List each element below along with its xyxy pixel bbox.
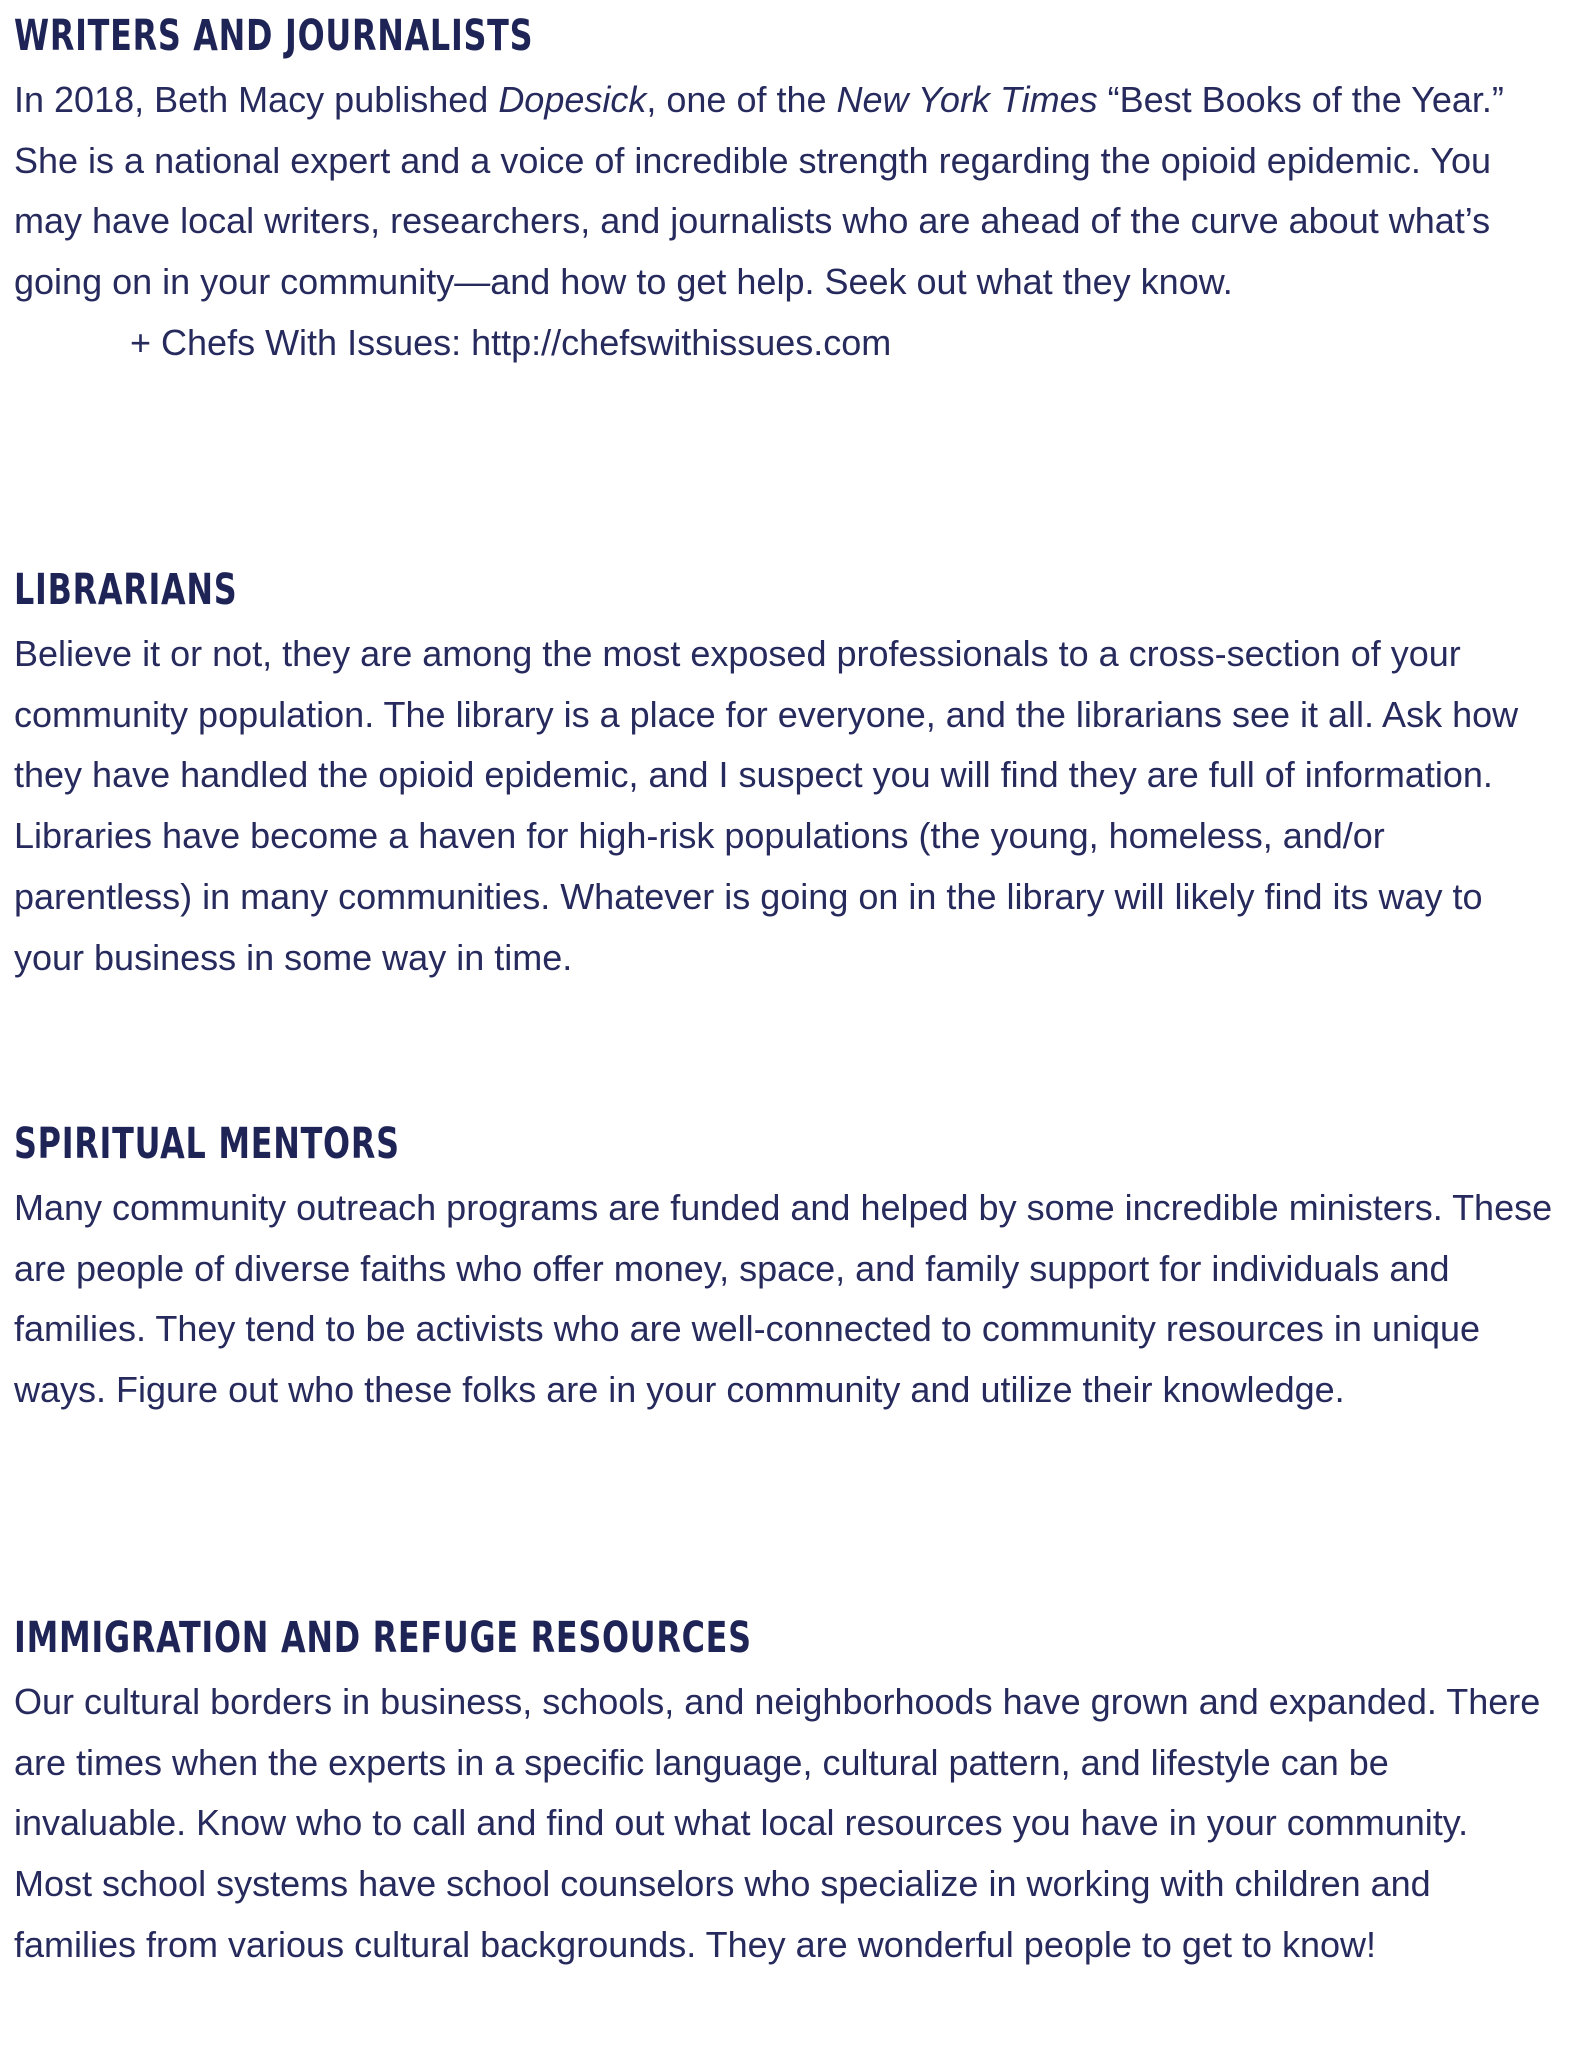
section-writers-and-journalists [14,10,1554,374]
resource-url-link[interactable]: http://chefswithissues.com [471,321,892,363]
section-body: Believe it or not, they are among the most exposed professionals to a cross-section of your community population. The library is a place for everyone, and the librarians see it all. Ask how they have handled the opioid epidemic, and I suspect you will find they are full of information. Libraries have become a haven for high-risk populations (the young, homeless, and/or parentless) in many communities. Whatever is going on in the library will likely find its way to your business in some way in time. [14,633,1519,978]
section-immigration-and-refuge-resources [14,1612,1554,1976]
book-title: Dopesick [498,79,647,120]
publication-title: New York Times [836,79,1098,120]
body-text: In 2018, Beth Macy published [14,79,499,120]
body-text: , one of the [646,79,837,120]
section-body: Our cultural borders in business, schools, and neighborhoods have grown and expanded. There are times when the experts in a specific language, cultural pattern, and lifestyle can be invaluable. Know who to call and find out what local resources you have in your community. Most school systems have school counselors who specialize in working with children and families from various cultural backgrounds. They are wonderful people to get to know! [14,1681,1541,1965]
resource-label: + Chefs With Issues: [130,321,472,363]
body-text: “Best Books of the Year.” She is a national expert and a voice of incredible strength regarding the opioid epidemic. You may have local writers, researchers, and journalists who are ahead of the curve about what’s going on in your community—and how to get help. Seek out what they know. [14,79,1504,303]
section-body: Many community outreach programs are funded and helped by some incredible ministers. These are people of diverse faiths who offer money, space, and family support for individuals and families. They tend to be activists who are well-connected to community resources in unique ways. Figure out who these folks are in your community and utilize their knowledge. [14,1187,1553,1411]
resource-link-line [14,313,1554,374]
section-heading: WRITERS AND JOURNALISTS [14,11,534,61]
section-heading: IMMIGRATION AND REFUGE RESOURCES [14,1613,752,1663]
section-heading: LIBRARIANS [14,565,238,615]
section-librarians [14,564,1554,988]
section-spiritual-mentors [14,1118,1554,1421]
section-heading: SPIRITUAL MENTORS [14,1119,400,1169]
section-body [14,70,1554,313]
